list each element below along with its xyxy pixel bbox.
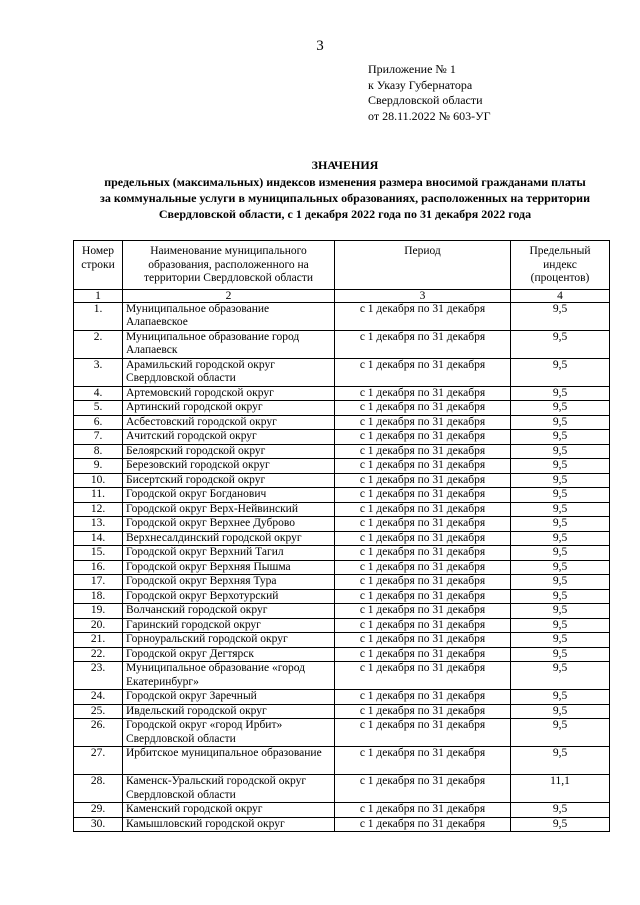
index-value: 9,5 bbox=[511, 531, 610, 546]
municipality-name: Городской округ Верхняя Тура bbox=[123, 575, 335, 590]
municipality-name: Городской округ Верх-Нейвинский bbox=[123, 502, 335, 517]
municipality-name: Ивдельский городской округ bbox=[123, 704, 335, 719]
row-number: 6. bbox=[74, 415, 123, 430]
header-period: Период bbox=[335, 241, 511, 290]
period-cell: с 1 декабря по 31 декабря bbox=[335, 647, 511, 662]
municipality-name: Березовский городской округ bbox=[123, 459, 335, 474]
table-row bbox=[74, 302, 610, 330]
municipality-name: Арамильский городской округ Свердловской области bbox=[123, 358, 335, 386]
municipality-name: Асбестовский городской округ bbox=[123, 415, 335, 430]
index-value: 9,5 bbox=[511, 430, 610, 445]
period-cell: с 1 декабря по 31 декабря bbox=[335, 358, 511, 386]
period-cell: с 1 декабря по 31 декабря bbox=[335, 589, 511, 604]
period-cell: с 1 декабря по 31 декабря bbox=[335, 719, 511, 747]
table-row bbox=[74, 488, 610, 503]
period-cell: с 1 декабря по 31 декабря bbox=[335, 604, 511, 619]
row-number: 14. bbox=[74, 531, 123, 546]
municipality-name: Городской округ «город Ирбит» Свердловской области bbox=[123, 719, 335, 747]
municipality-name: Каменск-Уральский городской округ Свердловской области bbox=[123, 775, 335, 803]
index-value: 9,5 bbox=[511, 575, 610, 590]
municipality-name: Муниципальное образование «город Екатеринбург» bbox=[123, 662, 335, 690]
row-number: 27. bbox=[74, 747, 123, 775]
row-number: 18. bbox=[74, 589, 123, 604]
table-row bbox=[74, 704, 610, 719]
table-row bbox=[74, 517, 610, 532]
period-cell: с 1 декабря по 31 декабря bbox=[335, 704, 511, 719]
row-number: 7. bbox=[74, 430, 123, 445]
period-cell: с 1 декабря по 31 декабря bbox=[335, 690, 511, 705]
row-number: 16. bbox=[74, 560, 123, 575]
municipality-name: Городской округ Богданович bbox=[123, 488, 335, 503]
table-row bbox=[74, 719, 610, 747]
index-value: 9,5 bbox=[511, 589, 610, 604]
index-value: 9,5 bbox=[511, 604, 610, 619]
index-value: 9,5 bbox=[511, 546, 610, 561]
table-row bbox=[74, 560, 610, 575]
municipality-name: Городской округ Верхнее Дуброво bbox=[123, 517, 335, 532]
period-cell: с 1 декабря по 31 декабря bbox=[335, 618, 511, 633]
municipality-name: Городской округ Верхний Тагил bbox=[123, 546, 335, 561]
document-heading bbox=[70, 157, 620, 222]
column-number-row bbox=[74, 289, 610, 302]
period-cell: с 1 декабря по 31 декабря bbox=[335, 560, 511, 575]
period-cell: с 1 декабря по 31 декабря bbox=[335, 330, 511, 358]
index-value: 9,5 bbox=[511, 473, 610, 488]
index-value: 9,5 bbox=[511, 386, 610, 401]
appendix-line: к Указу Губернатора bbox=[368, 77, 473, 92]
heading-line: за коммунальные услуги в муниципальных образованиях, расположенных на территории bbox=[100, 191, 590, 205]
heading-title: ЗНАЧЕНИЯ bbox=[311, 158, 379, 172]
row-number: 9. bbox=[74, 459, 123, 474]
row-number: 28. bbox=[74, 775, 123, 803]
row-number: 22. bbox=[74, 647, 123, 662]
index-value: 9,5 bbox=[511, 401, 610, 416]
index-value: 9,5 bbox=[511, 747, 610, 775]
row-number: 3. bbox=[74, 358, 123, 386]
index-value: 9,5 bbox=[511, 618, 610, 633]
header-row-number: Номер строки bbox=[74, 241, 123, 290]
municipality-name: Верхнесалдинский городской округ bbox=[123, 531, 335, 546]
page-number: 3 bbox=[316, 38, 324, 54]
index-value: 9,5 bbox=[511, 633, 610, 648]
table-row bbox=[74, 358, 610, 386]
row-number: 19. bbox=[74, 604, 123, 619]
period-cell: с 1 декабря по 31 декабря bbox=[335, 747, 511, 775]
period-cell: с 1 декабря по 31 декабря bbox=[335, 401, 511, 416]
row-number: 30. bbox=[74, 817, 123, 832]
column-number: 4 bbox=[511, 289, 610, 302]
index-value: 9,5 bbox=[511, 704, 610, 719]
column-number: 2 bbox=[123, 289, 335, 302]
table-row bbox=[74, 747, 610, 775]
period-cell: с 1 декабря по 31 декабря bbox=[335, 517, 511, 532]
row-number: 13. bbox=[74, 517, 123, 532]
table-row bbox=[74, 775, 610, 803]
period-cell: с 1 декабря по 31 декабря bbox=[335, 775, 511, 803]
municipality-name: Волчанский городской округ bbox=[123, 604, 335, 619]
municipality-name: Гаринский городской округ bbox=[123, 618, 335, 633]
period-cell: с 1 декабря по 31 декабря bbox=[335, 415, 511, 430]
index-value: 9,5 bbox=[511, 662, 610, 690]
municipality-name: Камышловский городской округ bbox=[123, 817, 335, 832]
table-row bbox=[74, 618, 610, 633]
municipality-name: Артемовский городской округ bbox=[123, 386, 335, 401]
period-cell: с 1 декабря по 31 декабря bbox=[335, 473, 511, 488]
index-value: 9,5 bbox=[511, 690, 610, 705]
table-row bbox=[74, 647, 610, 662]
row-number: 1. bbox=[74, 302, 123, 330]
row-number: 21. bbox=[74, 633, 123, 648]
row-number: 12. bbox=[74, 502, 123, 517]
period-cell: с 1 декабря по 31 декабря bbox=[335, 803, 511, 818]
index-value: 9,5 bbox=[511, 517, 610, 532]
index-value: 9,5 bbox=[511, 560, 610, 575]
table-row bbox=[74, 662, 610, 690]
header-municipality: Наименование муниципального образования, расположенного на территории Свердловской области bbox=[123, 241, 335, 290]
index-value: 9,5 bbox=[511, 719, 610, 747]
period-cell: с 1 декабря по 31 декабря bbox=[335, 386, 511, 401]
table-row bbox=[74, 502, 610, 517]
index-value: 9,5 bbox=[511, 647, 610, 662]
column-number: 1 bbox=[74, 289, 123, 302]
table-row bbox=[74, 473, 610, 488]
row-number: 23. bbox=[74, 662, 123, 690]
row-number: 8. bbox=[74, 444, 123, 459]
municipality-name: Городской округ Верхотурский bbox=[123, 589, 335, 604]
table-row bbox=[74, 415, 610, 430]
period-cell: с 1 декабря по 31 декабря bbox=[335, 817, 511, 832]
index-value: 9,5 bbox=[511, 803, 610, 818]
table-row bbox=[74, 401, 610, 416]
header-index: Предельный индекс (процентов) bbox=[511, 241, 610, 290]
table-row bbox=[74, 386, 610, 401]
table-row bbox=[74, 604, 610, 619]
period-cell: с 1 декабря по 31 декабря bbox=[335, 531, 511, 546]
table-row bbox=[74, 803, 610, 818]
table-row bbox=[74, 817, 610, 832]
index-value: 9,5 bbox=[511, 302, 610, 330]
table-row bbox=[74, 690, 610, 705]
index-value: 11,1 bbox=[511, 775, 610, 803]
table-row bbox=[74, 330, 610, 358]
municipality-name: Горноуральский городской округ bbox=[123, 633, 335, 648]
row-number: 29. bbox=[74, 803, 123, 818]
municipality-name: Ачитский городской округ bbox=[123, 430, 335, 445]
index-value: 9,5 bbox=[511, 502, 610, 517]
period-cell: с 1 декабря по 31 декабря bbox=[335, 502, 511, 517]
municipality-name: Артинский городской округ bbox=[123, 401, 335, 416]
municipality-name: Городской округ Заречный bbox=[123, 690, 335, 705]
row-number: 17. bbox=[74, 575, 123, 590]
period-cell: с 1 декабря по 31 декабря bbox=[335, 459, 511, 474]
municipality-name: Городской округ Дегтярск bbox=[123, 647, 335, 662]
row-number: 25. bbox=[74, 704, 123, 719]
table-row bbox=[74, 430, 610, 445]
municipality-name: Ирбитское муниципальное образование bbox=[123, 747, 335, 775]
appendix-block bbox=[368, 62, 491, 124]
appendix-line: от 28.11.2022 № 603-УГ bbox=[368, 108, 491, 123]
index-value: 9,5 bbox=[511, 488, 610, 503]
municipality-name: Муниципальное образование Алапаевское bbox=[123, 302, 335, 330]
municipality-name: Городской округ Верхняя Пышма bbox=[123, 560, 335, 575]
period-cell: с 1 декабря по 31 декабря bbox=[335, 546, 511, 561]
period-cell: с 1 декабря по 31 декабря bbox=[335, 488, 511, 503]
appendix-line: Приложение № 1 bbox=[368, 62, 456, 76]
municipality-name: Бисертский городской округ bbox=[123, 473, 335, 488]
table-row bbox=[74, 589, 610, 604]
row-number: 20. bbox=[74, 618, 123, 633]
table-header-row bbox=[74, 241, 610, 290]
row-number: 26. bbox=[74, 719, 123, 747]
table-row bbox=[74, 546, 610, 561]
row-number: 10. bbox=[74, 473, 123, 488]
appendix-line: Свердловской области bbox=[368, 93, 483, 107]
row-number: 15. bbox=[74, 546, 123, 561]
row-number: 4. bbox=[74, 386, 123, 401]
index-value: 9,5 bbox=[511, 330, 610, 358]
table-row bbox=[74, 531, 610, 546]
municipality-name: Белоярский городской округ bbox=[123, 444, 335, 459]
table-row bbox=[74, 633, 610, 648]
row-number: 2. bbox=[74, 330, 123, 358]
period-cell: с 1 декабря по 31 декабря bbox=[335, 430, 511, 445]
index-value: 9,5 bbox=[511, 459, 610, 474]
heading-line: предельных (максимальных) индексов изменения размера вносимой гражданами платы bbox=[104, 175, 586, 189]
index-value: 9,5 bbox=[511, 415, 610, 430]
column-number: 3 bbox=[335, 289, 511, 302]
table-row bbox=[74, 444, 610, 459]
indices-table bbox=[73, 240, 610, 832]
table-row bbox=[74, 459, 610, 474]
row-number: 24. bbox=[74, 690, 123, 705]
index-value: 9,5 bbox=[511, 817, 610, 832]
municipality-name: Муниципальное образование город Алапаевск bbox=[123, 330, 335, 358]
period-cell: с 1 декабря по 31 декабря bbox=[335, 302, 511, 330]
row-number: 5. bbox=[74, 401, 123, 416]
period-cell: с 1 декабря по 31 декабря bbox=[335, 662, 511, 690]
heading-line: Свердловской области, с 1 декабря 2022 года по 31 декабря 2022 года bbox=[158, 207, 532, 221]
period-cell: с 1 декабря по 31 декабря bbox=[335, 633, 511, 648]
period-cell: с 1 декабря по 31 декабря bbox=[335, 575, 511, 590]
index-value: 9,5 bbox=[511, 444, 610, 459]
row-number: 11. bbox=[74, 488, 123, 503]
municipality-name: Каменский городской округ bbox=[123, 803, 335, 818]
index-value: 9,5 bbox=[511, 358, 610, 386]
period-cell: с 1 декабря по 31 декабря bbox=[335, 444, 511, 459]
table-row bbox=[74, 575, 610, 590]
